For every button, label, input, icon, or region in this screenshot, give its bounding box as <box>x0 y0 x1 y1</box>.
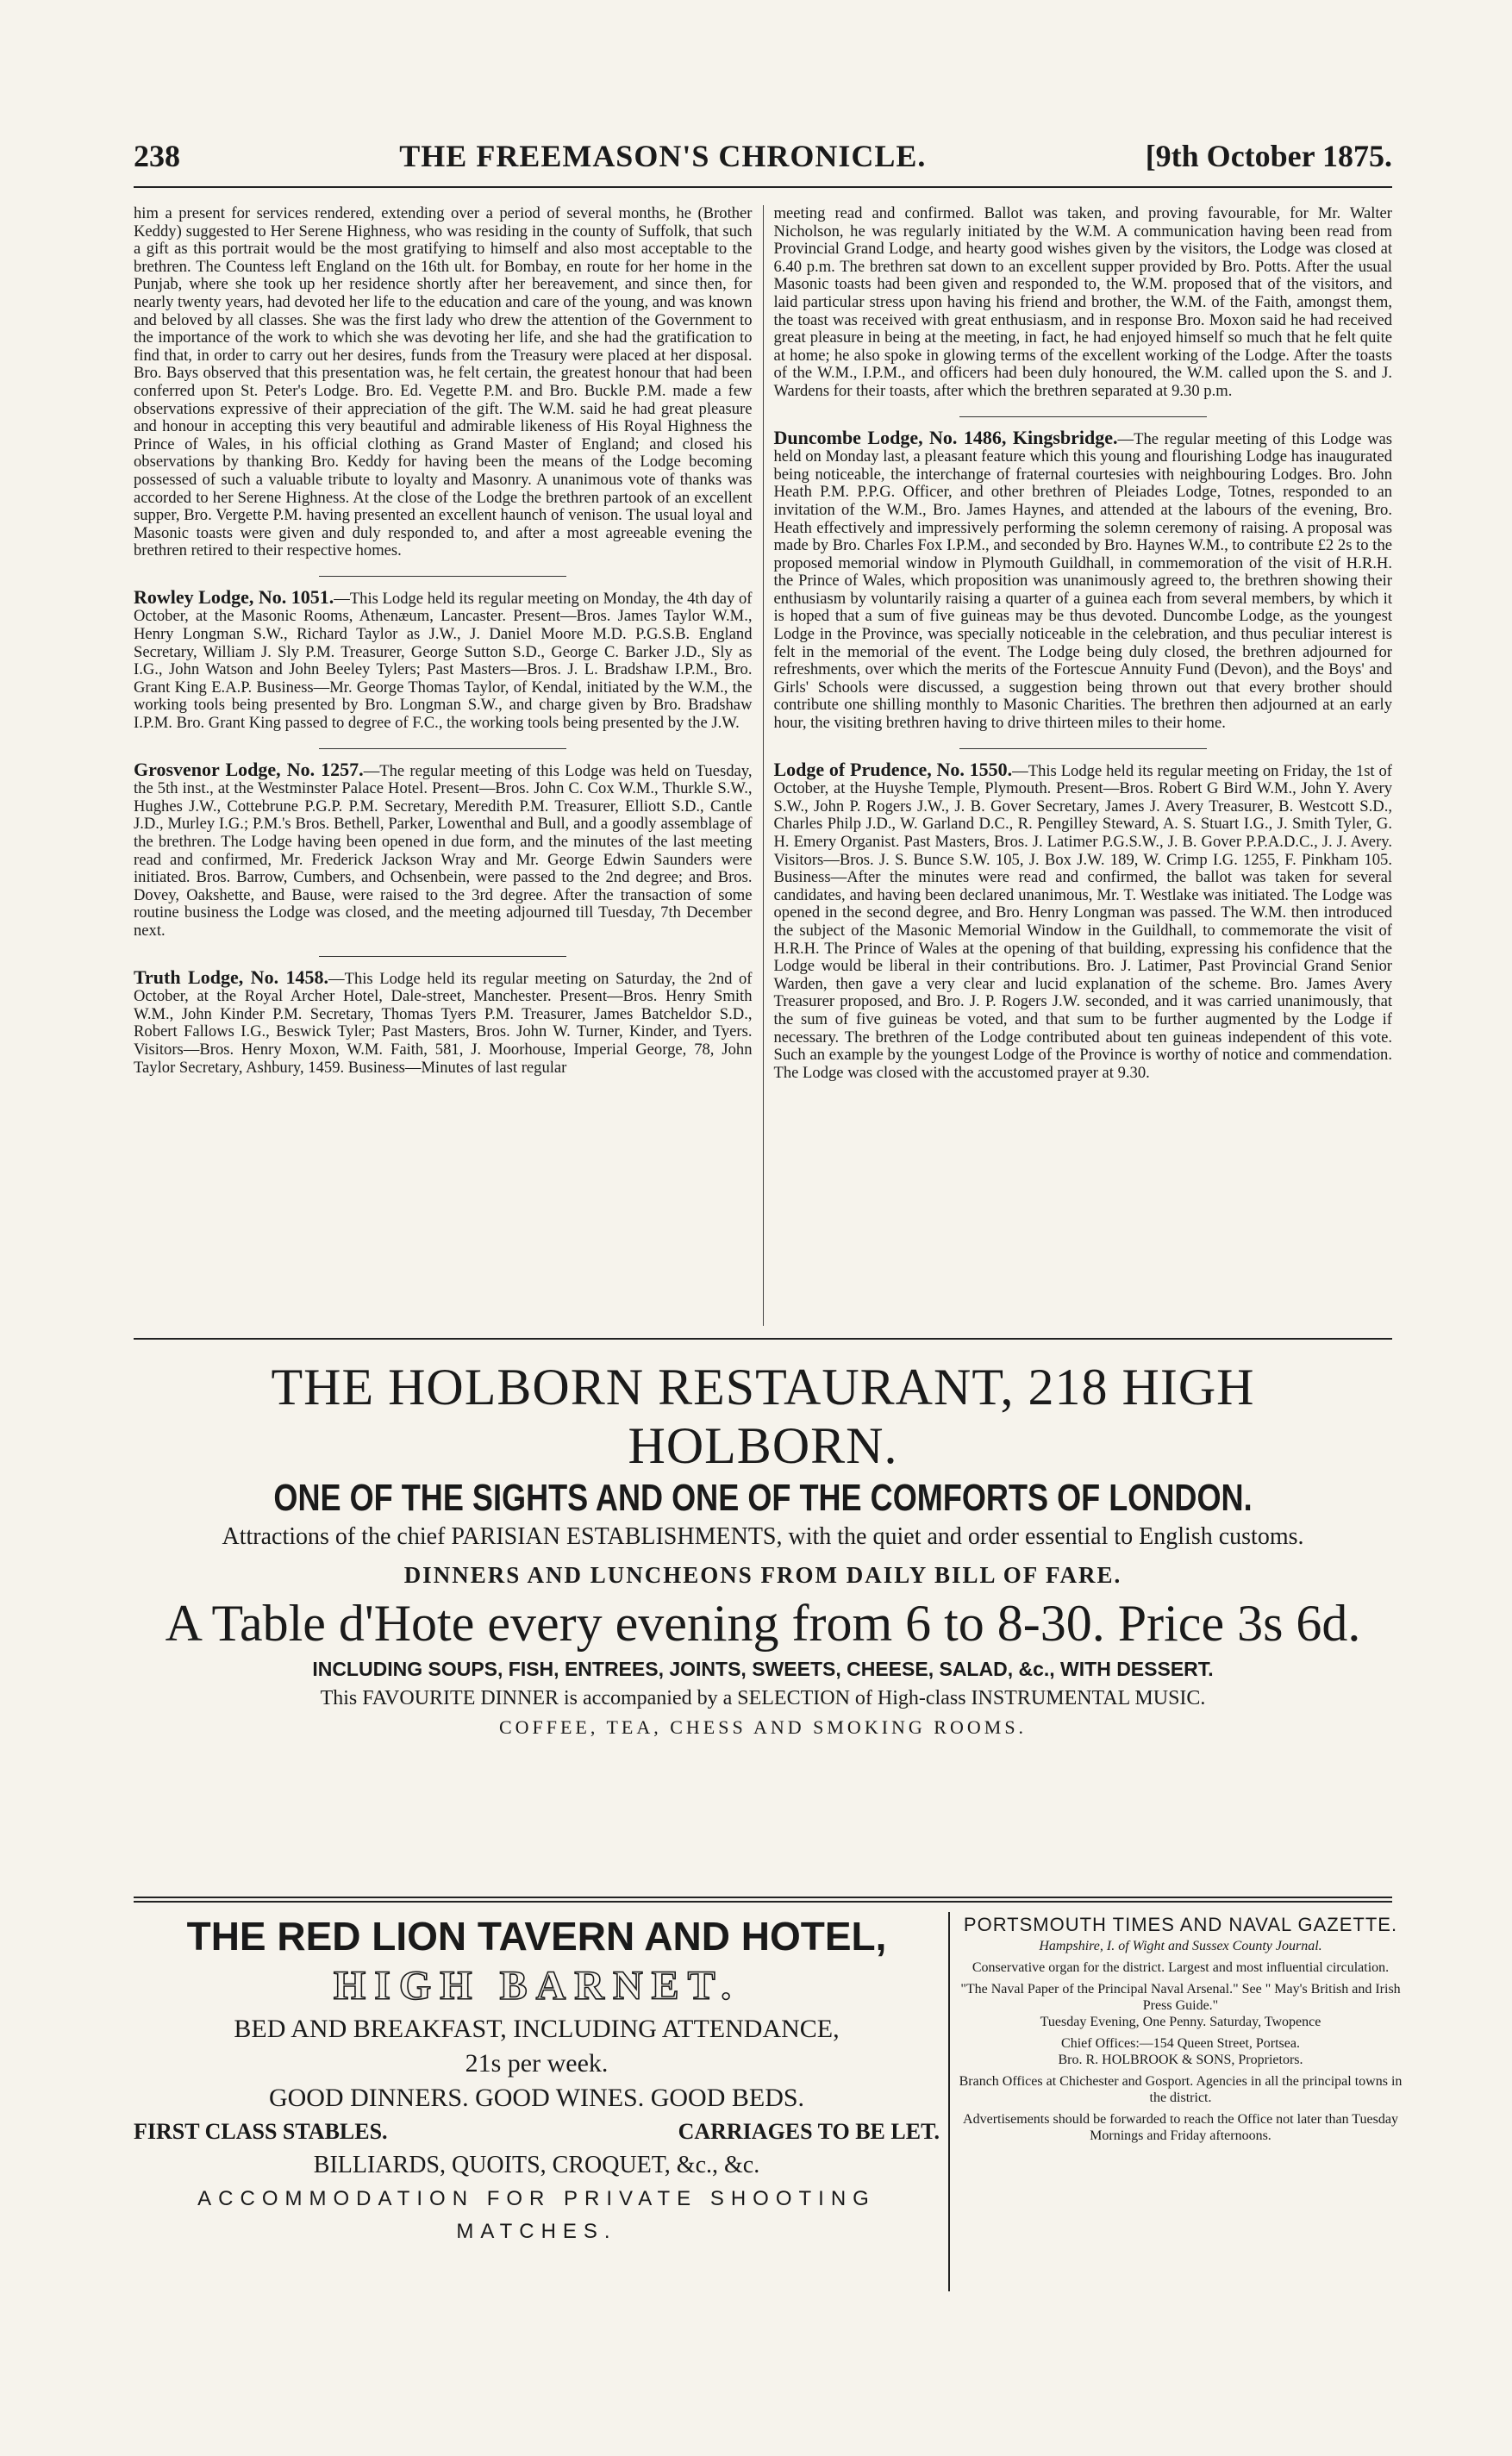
red-lion-carriages: CARRIAGES TO BE LET. <box>678 2119 940 2144</box>
prudence-lodge-heading: Lodge of Prudence, No. 1550. <box>773 758 1013 780</box>
portsmouth-branch: Branch Offices at Chichester and Gosport. Agencies in all the principal towns in the district. <box>959 2074 1403 2105</box>
red-lion-title: THE RED LION TAVERN AND HOTEL, <box>186 1914 887 1959</box>
portsmouth-adverts: Advertisements should be forwarded to reach the Office not later than Tuesday Mornings and Friday afternoons. <box>963 2112 1398 2143</box>
red-lion-games: BILLIARDS, QUOITS, CROQUET, &c., &c. <box>313 2152 760 2178</box>
divider <box>959 748 1207 749</box>
portsmouth-times-advert <box>948 1912 1403 2291</box>
red-lion-place: HIGH BARNET. <box>333 1963 740 2009</box>
holborn-restaurant-advert <box>134 1358 1392 1742</box>
holborn-dinners: DINNERS AND LUNCHEONS FROM DAILY BILL OF FARE. <box>403 1562 1122 1588</box>
grosvenor-lodge-text: —The regular meeting of this Lodge was held on Tuesday, the 5th inst., at the Westminster Palace Hotel. Present—Bros. John C. Cox W.M., Thurkle S.W., Hughes J.W., Cottebrune P.G.P. P.M. Secretary, Meredith P.M. Treasurer, Elliott S.D., Cantle J.D., Murley I.G.; P.M.'s Bros. Bethell, Parker, Lowenthal and Bull, and a goodly assemblage of the brethren. The Lodge having been opened in due form, and the minutes of the last meeting read and confirmed, Mr. Frederick Jackson Wray and Mr. George Edwin Saunders were initiated. Bros. Barrow, Cumbers, and Ochsenbein, were passed to the 2nd degree; and Bros. Dovey, Oakshette, and Bause, were raised to the 3rd degree. After the transaction of some routine business the Lodge was closed, and the meeting adjourned till Tuesday, 7th December next. <box>134 761 753 940</box>
red-lion-good: GOOD DINNERS. GOOD WINES. GOOD BEDS. <box>268 2084 805 2112</box>
holborn-subtitle: ONE OF THE SIGHTS AND ONE OF THE COMFORTS OF LONDON. <box>273 1477 1253 1519</box>
publication-title: THE FREEMASON'S CHRONICLE. <box>399 139 927 173</box>
page-number: 238 <box>134 139 180 173</box>
truth-lodge-text: —This Lodge held its regular meeting on Saturday, the 2nd of October, at the Royal Archer Hotel, Dale-street, Manchester. Present—Bros. Henry Smith W.M., John Kinder P.M. Secretary, Thomas Tyers P.M. Treasurer, James Batcheldor S.D., Robert Fallows I.G., Beswick Tyler; Past Masters, Bros. John W. Turner, Kinder, and Tyers. Visitors—Bros. Henry Moxon, W.M. Faith, 581, J. Moorhouse, Imperial George, 78, John Taylor Secretary, Ashbury, 1459. Business—Minutes of last regular <box>134 969 753 1077</box>
divider <box>959 416 1207 417</box>
portsmouth-quote: "The Naval Paper of the Principal Naval Arsenal." See " May's British and Irish Press Guide." <box>960 1982 1401 2013</box>
issue-date: [9th October 1875. <box>1145 139 1392 173</box>
left-column <box>134 205 764 1326</box>
advert-divider <box>134 1901 1392 1903</box>
red-lion-stables: FIRST CLASS STABLES. <box>134 2119 388 2144</box>
duncombe-lodge-report <box>773 426 1393 733</box>
holborn-title: THE HOLBORN RESTAURANT, 218 HIGH HOLBORN. <box>271 1359 1255 1474</box>
divider <box>319 956 566 957</box>
rowley-lodge-report <box>134 585 753 733</box>
prudence-lodge-text: —This Lodge held its regular meeting on Friday, the 1st of October, at the Huyshe Temple, Plymouth. Present—Bros. Robert G Bird W.M., John Y. Avery S.W., John P. Rogers J.W., J. B. Gover Secretary, James J. Avery Treasurer, B. Westcott S.D., Charles Philp J.D., W. Garland D.C., R. Pengilley Steward, A. S. Stuart I.G., J. Smith Tyler, G. H. Emery Organist. Past Masters, Bros. J. Latimer P.G.S.W., J. B. Gover P.P.A.D.C., J. J. Avery. Visitors—Bros. J. S. Bunce S.W. 105, J. Box J.W. 189, W. Crimp I.G. 1255, F. Pinkham 105. Business—After the minutes were read and confirmed, the ballot was taken for several candidates, and having been declared unanimous, Mr. T. Westlake was initiated. The Lodge was opened in the second degree, and Bro. Henry Longman was passed. The W.M. then introduced the subject of the Masonic Memorial Window in the Guildhall, to commemorate the visit of H.R.H. The Prince of Wales at the opening of that building, expressing his confidence that the Lodge would be liberal in their contributions. Bro. J. Latimer, Past Provincial Grand Senior Warden, then gave a very clear and lucid explanation of the scheme. Bro. James Avery Treasurer proposed, and Bro. J. P. Rogers J.W. seconded, and it was carried unanimously, that the sum of five guineas be voted, and that sum to be further augmented by the Lodge if necessary. The brethren of the Lodge contributed about ten guineas independent of this vote. Such an example by the youngest Lodge of the Province is worthy of notice and commendation. The Lodge was closed with the accustomed prayer at 9.30. <box>773 761 1392 1082</box>
advert-divider <box>134 1338 1392 1340</box>
grosvenor-lodge-heading: Grosvenor Lodge, No. 1257. <box>134 758 364 780</box>
portsmouth-title: PORTSMOUTH TIMES AND NAVAL GAZETTE. <box>963 1914 1398 1935</box>
portsmouth-days: Tuesday Evening, One Penny. Saturday, Twopence <box>1040 2015 1321 2029</box>
portsmouth-offices: Chief Offices:—154 Queen Street, Portsea. <box>1061 2036 1300 2051</box>
rowley-lodge-text: —This Lodge held its regular meeting on Monday, the 4th day of October, at the Masonic Rooms, Athenæum, Lancaster. Present—Bros. James Taylor W.M., Henry Longman S.W., Richard Taylor as J.W., J. Daniel Moore M.D. P.G.S.B. England Secretary, William J. Sly P.M. Treasurer, George Sutton S.D., George C. Barker J.D., Sly as I.G., John Watson and John Beeley Tylers; Past Masters—Bros. J. L. Bradshaw I.P.M., Bro. Grant King E.A.P. Business—Mr. George Thomas Taylor, of Kendal, initiated by the W.M., the working tools being presented by Bro. Longman S.W., and charge given by Bro. Bradshaw I.P.M. Bro. Grant King passed to degree of F.C., the working tools being presented by the J.W. <box>134 589 753 733</box>
truth-lodge-continuation: meeting read and confirmed. Ballot was taken, and proving favourable, for Mr. Walter Nicholson, he was regularly initiated by the W.M. A communication having been read from Provincial Grand Lodge, and hearty good wishes given by the visitors, the Lodge was closed at 6.40 p.m. The brethren sat down to an excellent supper provided by Bro. Potts. After the usual Masonic toasts had been given and responded to, the W.M. proposed that of the visitors, and laid particular stress upon having his friend and brother, the W.M. of the Faith, amongst them, the toast was received with great enthusiasm, and in response Bro. Moxon said he had received great pleasure in being at the meeting, in fact, he had enjoyed himself so much that he felt quite at home; he also spoke in glowing terms of the excellent working of the Lodge. After the toasts of the W.M., I.P.M., and officers had been duly honoured, the W.M. called upon the S. and J. Wardens for their toasts, after which the brethren separated at 9.30 p.m. <box>773 205 1392 400</box>
holborn-attractions: Attractions of the chief PARISIAN ESTABLISHMENTS, with the quiet and order essential to English customs. <box>222 1523 1304 1550</box>
portsmouth-counties: Hampshire, I. of Wight and Sussex County Journal. <box>1039 1939 1322 1953</box>
truth-lodge-report <box>134 966 753 1078</box>
red-lion-advert <box>134 1912 940 2248</box>
grosvenor-lodge-report <box>134 758 753 941</box>
red-lion-bed: BED AND BREAKFAST, INCLUDING ATTENDANCE, <box>234 2015 840 2043</box>
truth-lodge-heading: Truth Lodge, No. 1458. <box>134 966 329 988</box>
red-lion-price: 21s per week. <box>465 2049 609 2078</box>
advert-divider <box>134 1897 1392 1898</box>
prudence-lodge-report <box>773 758 1393 1083</box>
portsmouth-proprietors: Bro. R. HOLBROOK & SONS, Proprietors. <box>1058 2053 1303 2067</box>
article-columns <box>134 205 1392 1326</box>
holborn-coffee-rooms: COFFEE, TEA, CHESS AND SMOKING ROOMS. <box>498 1716 1028 1738</box>
duncombe-lodge-text: —The regular meeting of this Lodge was held on Monday last, a pleasant feature which this young and flourishing Lodge has inaugurated being noticeable, the interchange of fraternal courtesies with neighbouring Lodges. Bro. John Heath P.M. P.P.G. Officer, and other brethren of Pleiades Lodge, Totnes, responded to an invitation of the W.M., Bro. James Haynes, and attended at the labours of the evening, Bro. Heath effectively and impressively performing the solemn ceremony of raising. A proposal was made by Bro. Charles Fox I.P.M., and seconded by Bro. Haynes W.M., to contribute £2 2s to the proposed memorial window in Plymouth Guildhall, in commemoration of the visit of H.R.H. the Prince of Wales, which proposition was unanimously agreed to, the brethren showing their enthusiasm by voluntarily raising a quarter of a guinea each from several members, by which it is hoped that a sum of five guineas may be thus devoted. Duncombe Lodge, as the youngest Lodge in the Province, was specially noticeable in the celebration, and thus peculiar interest is felt in the memorial of the event. The Lodge being duly closed, the brethren adjourned for refreshments, over which the merits of the Fortescue Annuity Fund (Devon), and the Boys' and Girls' Schools were discussed, a suggestion being thrown out that every brother should contribute one shilling monthly to Masonic Charities. The brethren then adjourned at an early hour, the visiting brethren having to drive thirteen miles to their home. <box>773 429 1392 733</box>
red-lion-accommodation: ACCOMMODATION FOR PRIVATE SHOOTING MATCHES. <box>197 2187 876 2243</box>
holborn-table-dhote: A Table d'Hote every evening from 6 to 8-30. Price 3s 6d. <box>165 1595 1361 1652</box>
red-lion-stables-row <box>134 2115 940 2148</box>
duncombe-lodge-heading: Duncombe Lodge, No. 1486, Kingsbridge. <box>773 426 1118 448</box>
divider <box>319 576 566 577</box>
divider <box>319 748 566 749</box>
holborn-favourite: This FAVOURITE DINNER is accompanied by a SELECTION of High-class INSTRUMENTAL MUSIC. <box>320 1687 1206 1709</box>
right-column <box>764 205 1393 1326</box>
portsmouth-organ: Conservative organ for the district. Largest and most influential circulation. <box>972 1960 1390 1975</box>
holborn-including: INCLUDING SOUPS, FISH, ENTREES, JOINTS, SWEETS, CHEESE, SALAD, &c., WITH DESSERT. <box>312 1658 1214 1680</box>
keddy-portrait-paragraph: him a present for services rendered, extending over a period of several months, he (Brother Keddy) suggested to Her Serene Highness, who was residing in the county of Suffolk, that such a gift as this portrait would be the most gratifying to himself and also most acceptable to the brethren. The Countess left England on the 16th ult. for Bombay, en route for her home in the Punjab, where she took up her residence shortly after her bereavement, and since then, for nearly twenty years, had devoted her life to the education and care of the young, and was known and beloved by all classes. She was the first lady who drew the attention of the Government to the importance of the work to which she was devoting her life, and she had the gratification to find that, in order to carry out her desires, funds from the Treasury were placed at her disposal. Bro. Bays observed that this presentation was, he felt certain, the greatest honour that had been conferred upon St. Peter's Lodge. Bro. Ed. Vegette P.M. and Bro. Buckle P.M. made a few observations expressive of their appreciation of the gift. The W.M. said he had great pleasure and honour in accepting this very beautiful and admirable likeness of His Royal Highness the Prince of Wales, in his official clothing as Grand Master of England; and closed his observations by thanking Bro. Keddy for having been the means of the Lodge becoming possessed of such a valuable tribute to loyalty and Masonry. A unanimous vote of thanks was accorded to her Serene Highness. At the close of the Lodge the brethren partook of an excellent supper, Bro. Vergette P.M. having presented an excellent haunch of venison. The usual loyal and Masonic toasts were given and duly responded to, and after a most agreeable evening the brethren retired to their respective homes. <box>134 205 753 560</box>
rowley-lodge-heading: Rowley Lodge, No. 1051. <box>134 585 334 608</box>
page-header <box>134 138 1392 188</box>
